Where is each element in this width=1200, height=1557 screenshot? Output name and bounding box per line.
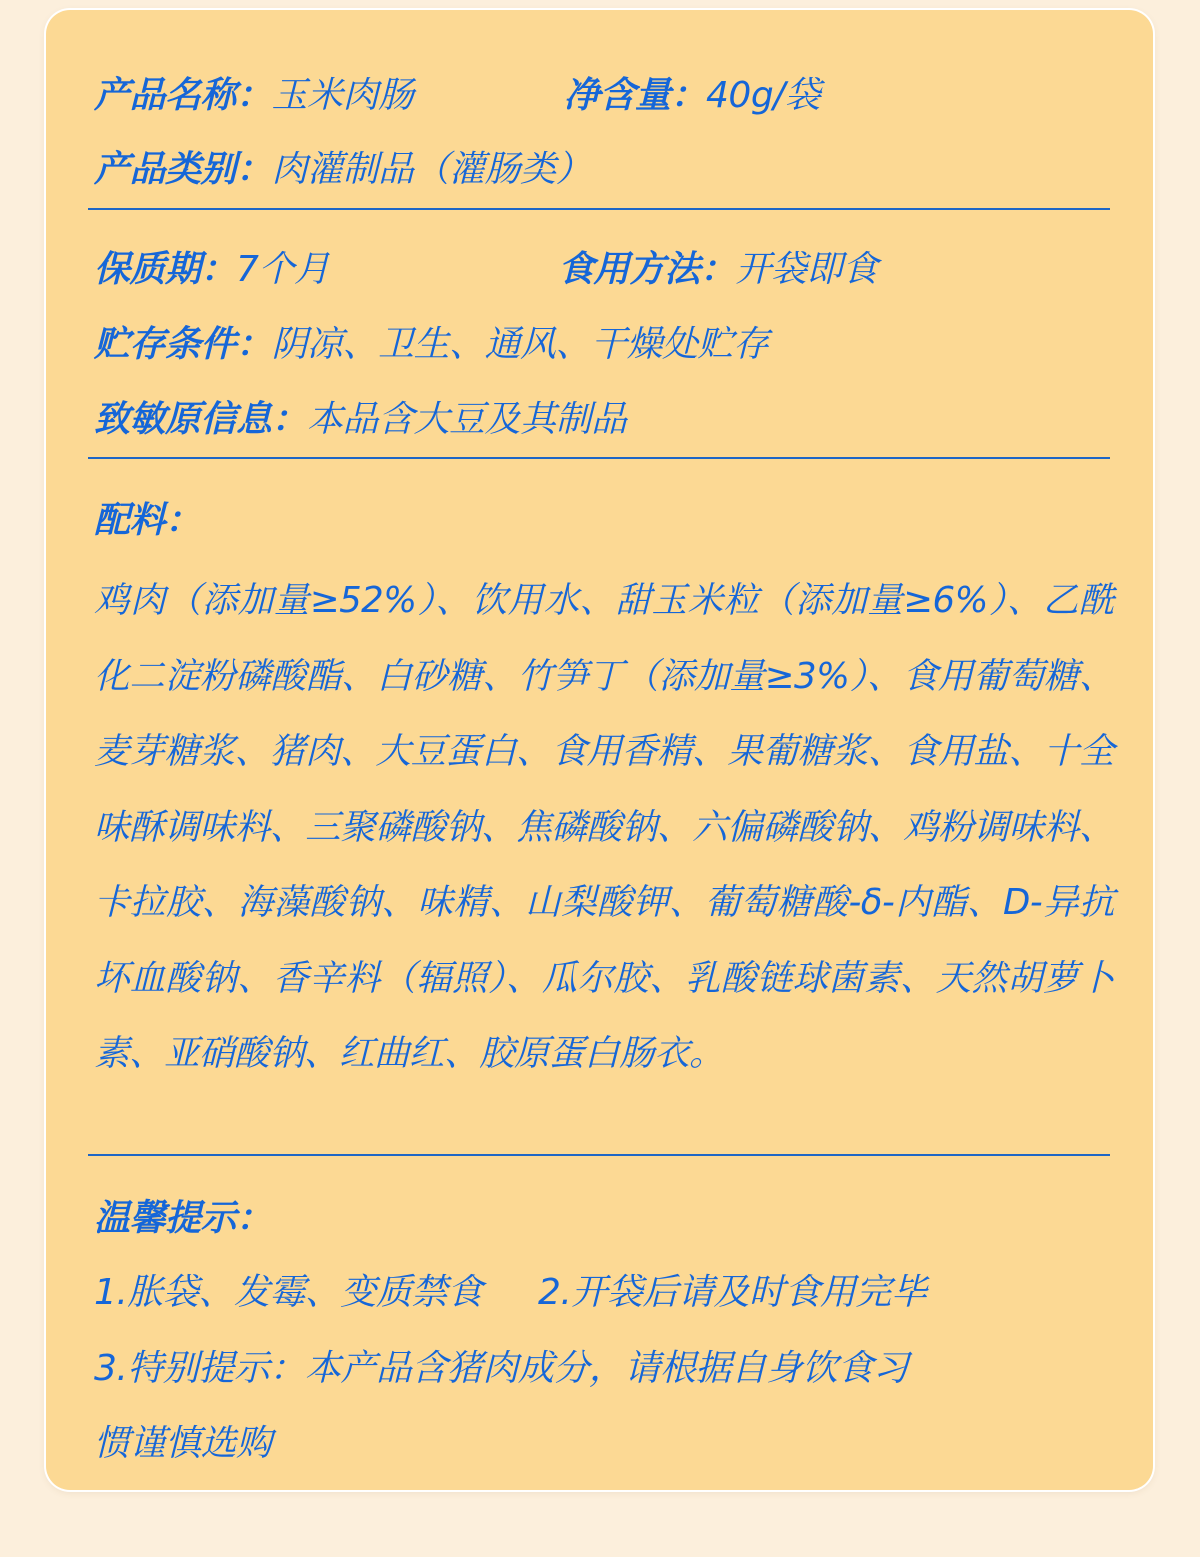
tip-3-text: 本产品含猪肉成分，请根据自身饮食习 [304,1348,909,1389]
section-divider [88,208,1110,210]
tip-2 [538,1268,926,1318]
shelf-life-value: 7个月 [236,249,330,290]
shelf-life-row [94,245,329,295]
product-name-value: 玉米肉肠 [271,75,414,116]
product-category-label: 产品类别： [94,149,272,190]
ingredients-text: 鸡肉（添加量≥52%）、饮用水、甜玉米粒（添加量≥6%）、乙酰化二淀粉磷酸酯、白砂糖、竹笋丁（添加量≥3%）、食用葡萄糖、麦芽糖浆、猪肉、大豆蛋白、食用香精、果葡糖浆、食用盐、十全味酥调味料、三聚磷酸钠、焦磷酸钠、六偏磷酸钠、鸡粉调味料、卡拉胶、海藻酸钠、味精、山梨酸钾、葡萄糖酸-δ-内酯、D-异抗坏血酸钠、香辛料（辐照）、瓜尔胶、乳酸链球菌素、天然胡萝卜素、亚硝酸钠、红曲红、胶原蛋白肠衣。 [94,580,1114,1074]
storage-label: 贮存条件： [94,324,272,365]
allergen-label: 致敏原信息： [94,399,308,440]
tip-1-text: 1.胀袋、发霉、变质禁食 [94,1272,483,1313]
tip-2-text: 2.开袋后请及时食用完毕 [538,1272,927,1313]
net-content-label: 净含量： [564,75,707,116]
tip-3-label: 3.特别提示： [94,1348,305,1389]
allergen-row [94,395,627,445]
tip-1 [94,1268,482,1318]
product-name-row [94,71,414,121]
tip-3 [94,1344,908,1394]
ingredients-heading: 配料： [94,500,201,541]
storage-value: 阴凉、卫生、通风、干燥处贮存 [271,324,769,365]
storage-row [94,320,769,370]
product-category-row [94,145,591,195]
tips-heading: 温馨提示： [94,1198,272,1239]
net-content-row [564,71,820,121]
allergen-value: 本品含大豆及其制品 [307,399,627,440]
section-divider [88,457,1110,459]
product-name-label: 产品名称： [94,75,272,116]
usage-value: 开袋即食 [735,249,878,290]
net-content-value: 40g/袋 [706,75,821,116]
usage-label: 食用方法： [558,249,736,290]
product-category-value: 肉灌制品（灌肠类） [271,149,592,190]
tip-3-cont-text: 惯谨慎选购 [94,1423,272,1464]
product-info-card [46,10,1153,1490]
shelf-life-label: 保质期： [94,249,237,290]
section-divider [88,1154,1110,1156]
usage-row [558,245,878,295]
tip-3-continuation [94,1419,272,1469]
